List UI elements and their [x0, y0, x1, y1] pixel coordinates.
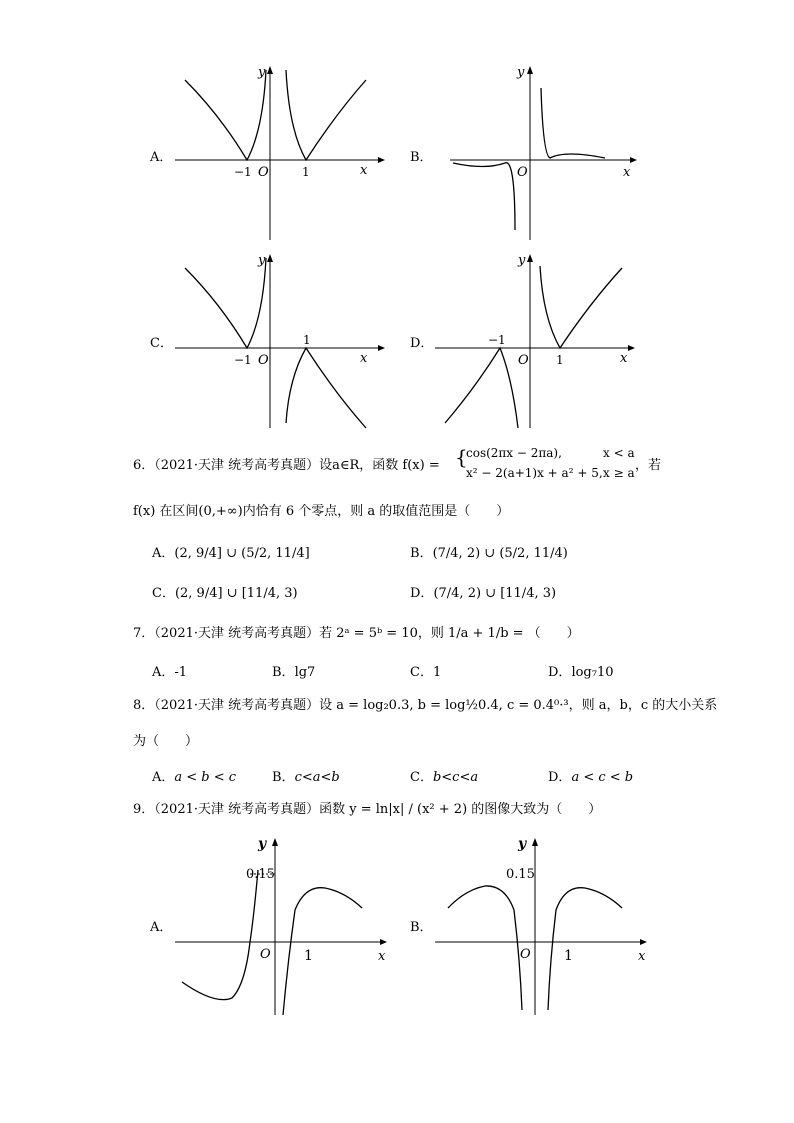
origin-label: O	[518, 353, 529, 368]
origin-label: O	[517, 165, 528, 180]
q6-option-b[interactable]: B．(7/4, 2) ∪ (5/2, 11/4)	[410, 546, 568, 561]
graph-b-label: B．	[410, 150, 433, 165]
origin-label: O	[520, 947, 531, 962]
q6-cond1: x < a	[603, 446, 635, 460]
q6-cond2: x ≥ a	[603, 466, 635, 480]
graph-d	[430, 248, 645, 433]
tick-x: 1	[564, 948, 573, 964]
curve-right	[541, 88, 605, 158]
q6-option-a[interactable]: A．(2, 9/4] ∪ (5/2, 11/4]	[152, 546, 310, 561]
q9-graph-b-label: B．	[410, 920, 433, 935]
curve-left	[182, 870, 258, 1000]
tick-neg: −1	[234, 165, 252, 179]
q7-option-a[interactable]: A．-1	[152, 665, 188, 680]
axis-x-label: x	[620, 351, 628, 366]
tick-x: 1	[304, 948, 313, 964]
origin-label: O	[260, 947, 271, 962]
q6-tail1: ，若	[635, 458, 662, 473]
axis-y-label: y	[258, 836, 267, 852]
q8-option-a[interactable]: A．a < b < c	[152, 770, 237, 785]
q8-line1: 8．（2021·天津 统考高考真题）设 a = log₂0.3, b = log½0.4, c = 0.4⁰·³，则 a，b，c 的大小关系	[133, 698, 718, 713]
axis-y-label: y	[518, 836, 527, 852]
tick-pos: 1	[556, 353, 564, 367]
q6-option-d[interactable]: D．(7/4, 2) ∪ [11/4, 3)	[410, 586, 557, 601]
origin-label: O	[258, 353, 269, 368]
axis-x-label: x	[360, 351, 368, 366]
tick-neg: −1	[488, 333, 506, 347]
axis-y-label: y	[517, 65, 525, 80]
q8-option-b[interactable]: B．c<a<b	[272, 770, 340, 785]
q6-option-c[interactable]: C．(2, 9/4] ∪ [11/4, 3)	[152, 586, 298, 601]
tick-y: 0.15	[506, 867, 535, 882]
q6-line2: f(x) 在区间(0,+∞)内恰有 6 个零点，则 a 的取值范围是（ ）	[133, 504, 510, 519]
q6-piece2: x² − 2(a+1)x + a² + 5,	[466, 466, 603, 480]
graph-a-label: A．	[150, 150, 173, 165]
curve-left	[453, 163, 515, 230]
curve-left	[445, 348, 518, 428]
q6-brace: {	[455, 445, 468, 469]
q9-graph-a-label: A．	[150, 920, 173, 935]
q9-stem: 9．（2021·天津 统考高考真题）函数 y = ln|x| / (x² + 2) 的图像大致为（ ）	[133, 802, 602, 817]
curve-right	[286, 70, 366, 160]
graph-d-label: D．	[410, 336, 434, 351]
curve-left	[185, 258, 266, 348]
tick-pos: 1	[303, 333, 311, 347]
q8-line2: 为（ ）	[133, 734, 199, 749]
curve-right	[540, 266, 622, 348]
axis-x-label: x	[638, 949, 646, 964]
q9-graph-a	[170, 830, 395, 1020]
curve-left	[448, 886, 522, 1010]
curve-right	[286, 348, 366, 428]
q6-piece1: cos(2πx − 2πa),	[466, 446, 562, 460]
q7-option-b[interactable]: B．lg7	[272, 665, 316, 680]
axis-x-label: x	[360, 163, 368, 178]
graph-b	[445, 60, 645, 250]
curve-right	[283, 888, 362, 1015]
graph-c-label: C．	[150, 336, 173, 351]
graph-a	[170, 60, 390, 250]
q8-option-d[interactable]: D．a < c < b	[548, 770, 634, 785]
tick-pos: 1	[302, 165, 310, 179]
q9-graph-b	[430, 830, 655, 1020]
graph-c	[170, 248, 390, 433]
q7-option-c[interactable]: C．1	[410, 665, 442, 680]
q6-stem	[133, 456, 440, 476]
q7-option-d[interactable]: D．log₇10	[548, 665, 614, 680]
curve-right	[548, 888, 622, 1010]
axis-x-label: x	[378, 949, 386, 964]
origin-label: O	[258, 165, 269, 180]
tick-neg: −1	[234, 353, 252, 367]
q8-option-c[interactable]: C．b<c<a	[410, 770, 479, 785]
tick-y: 0.15	[246, 867, 275, 882]
axis-y-label: y	[258, 253, 266, 268]
curve-left	[185, 70, 266, 160]
axis-y-label: y	[518, 253, 526, 268]
axis-x-label: x	[623, 165, 631, 180]
axis-y-label: y	[258, 65, 266, 80]
q7-stem: 7．（2021·天津 统考高考真题）若 2ᵃ = 5ᵇ = 10，则 1/a + 1/b = （ ）	[133, 626, 580, 641]
q6-line1: 6．（2021·天津 统考高考真题）设a∈R，函数 f(x) =	[133, 458, 440, 473]
